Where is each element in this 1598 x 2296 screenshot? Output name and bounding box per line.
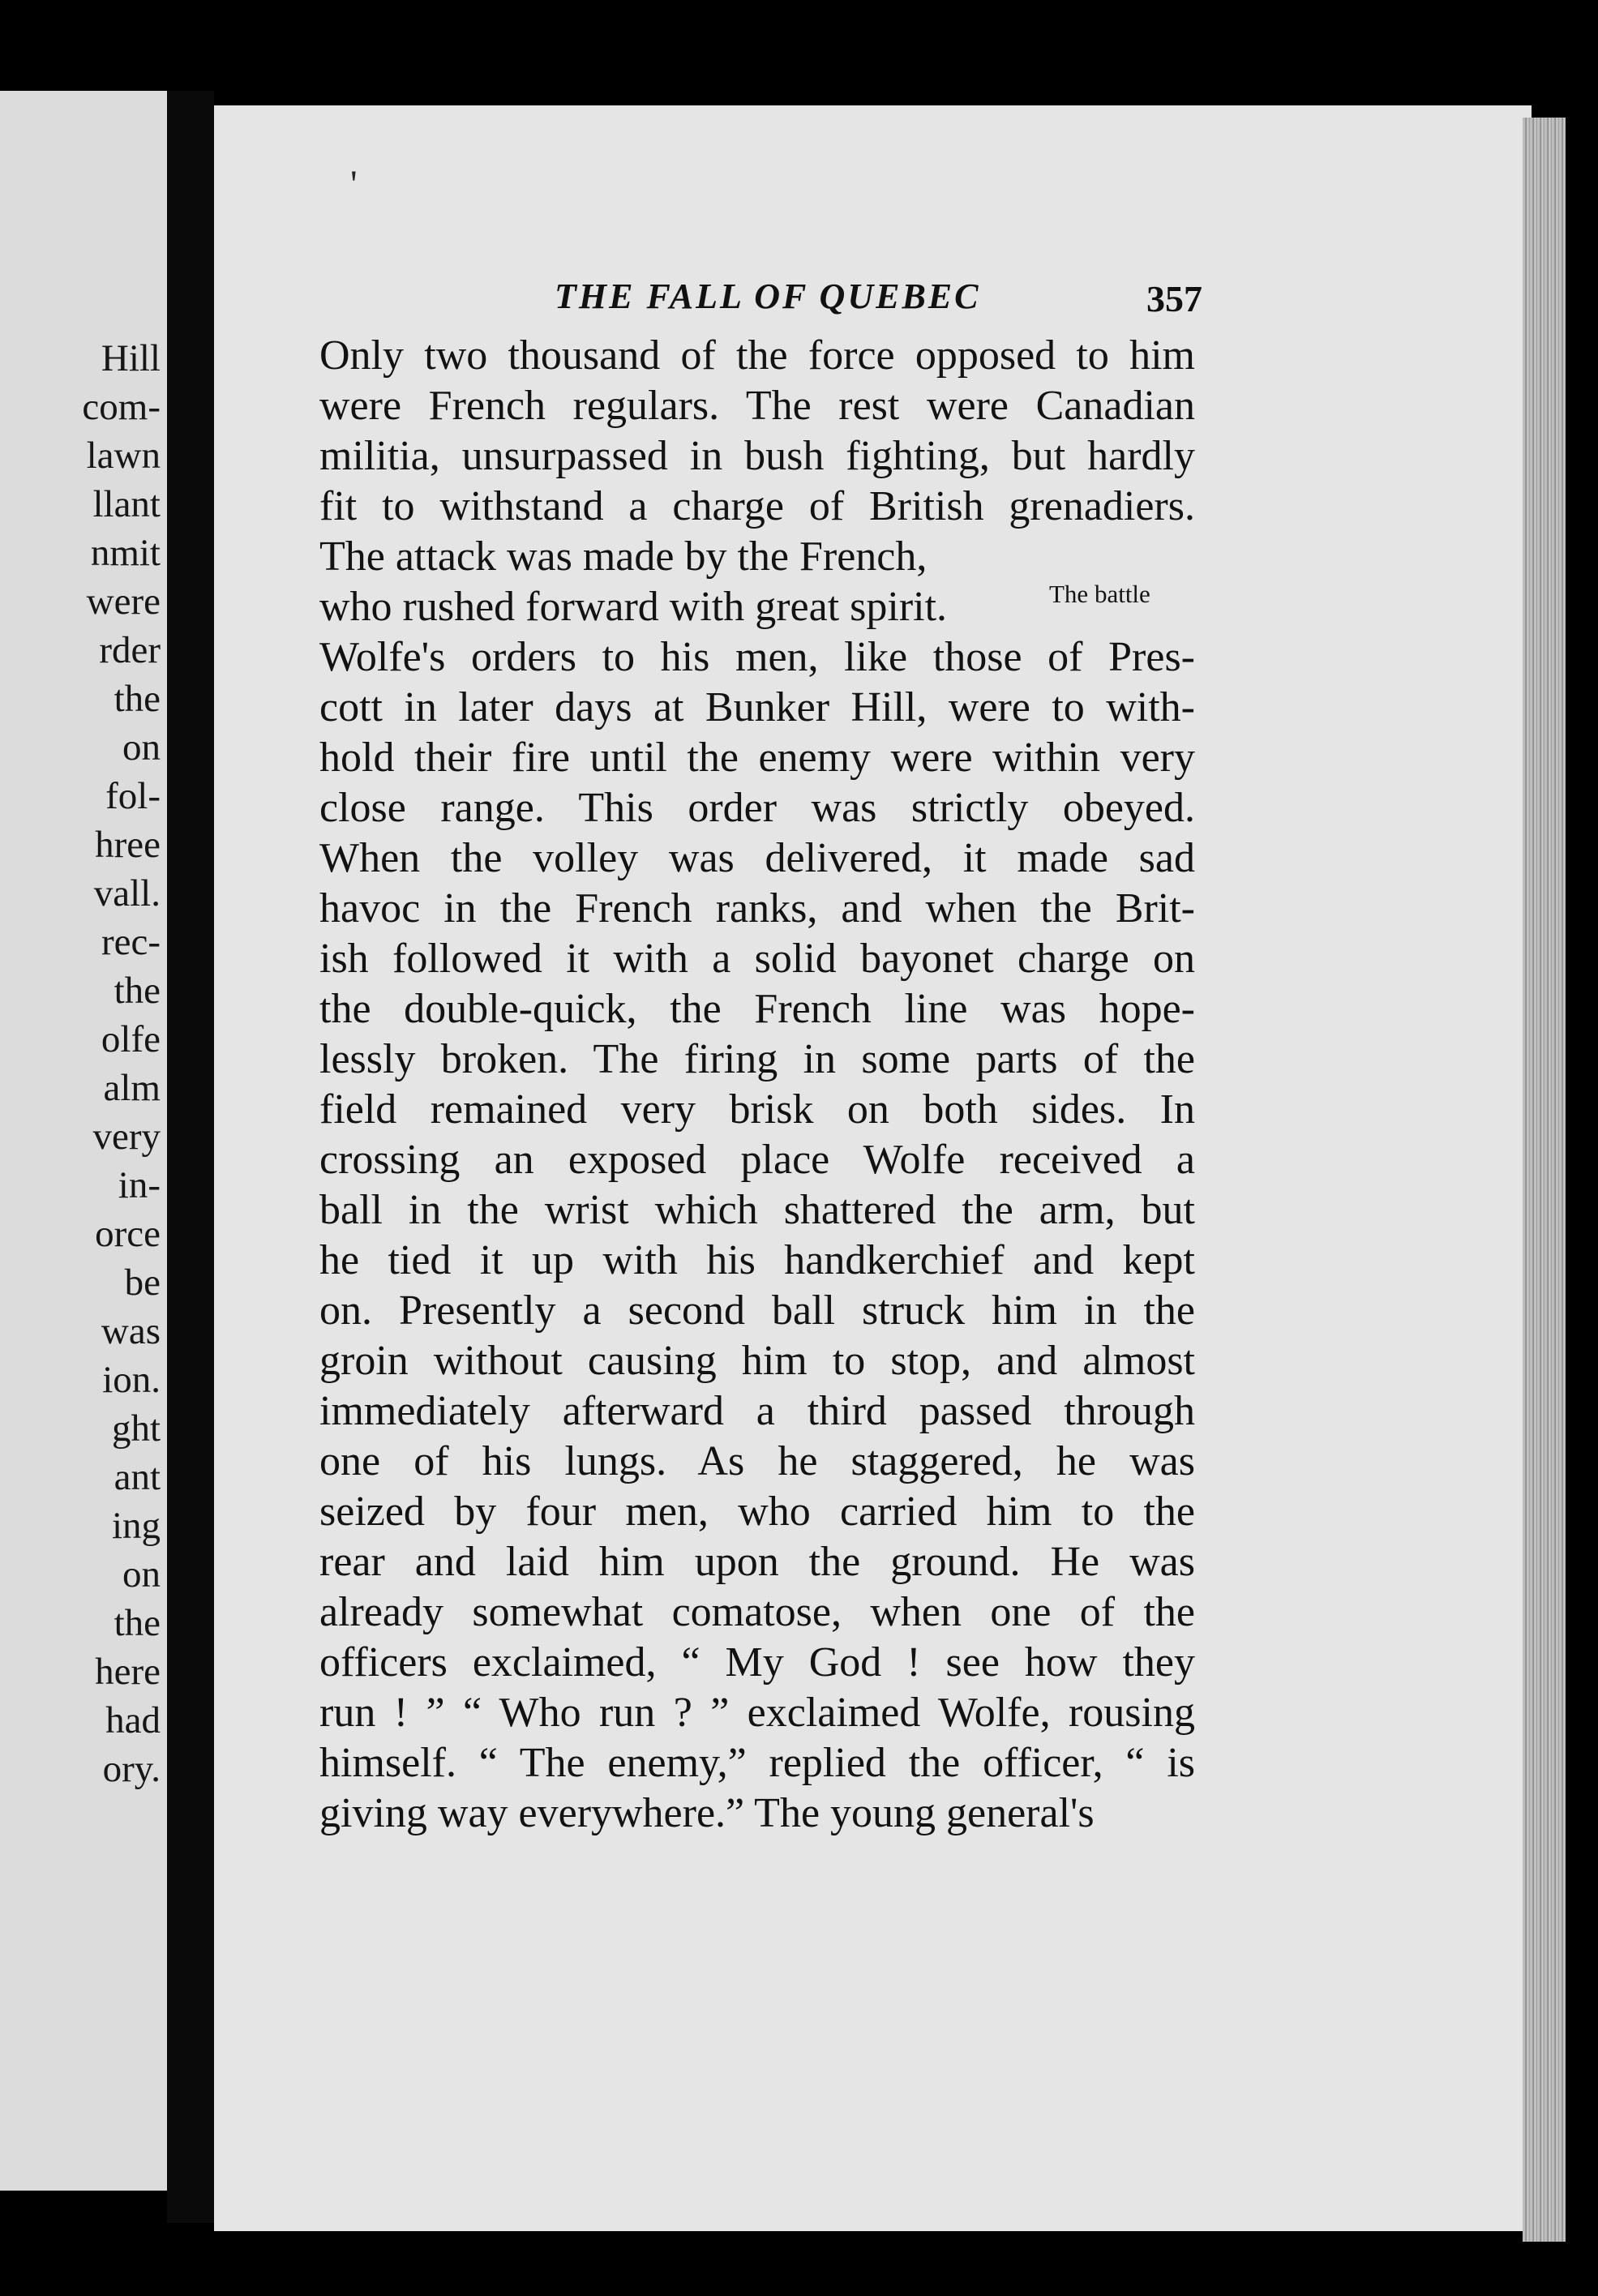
text-line: on. Presently a second ball struck him in the xyxy=(319,1287,1195,1334)
left-line-fragment: had xyxy=(105,1699,161,1741)
left-line-fragment: vall. xyxy=(93,872,161,915)
left-line-fragment: ght xyxy=(111,1407,161,1450)
page-stack-edge xyxy=(1523,118,1566,2242)
text-line: lessly broken. The firing in some parts of the xyxy=(319,1036,1195,1082)
text-line: giving way everywhere.” The young general's xyxy=(319,1790,1095,1836)
left-line-fragment: ion. xyxy=(102,1359,161,1401)
text-line: rear and laid him upon the ground. He was xyxy=(319,1539,1195,1585)
left-line-fragment: on xyxy=(122,1553,161,1596)
text-line: run ! ” “ Who run ? ” exclaimed Wolfe, rousing xyxy=(319,1690,1195,1736)
left-line-fragment: very xyxy=(92,1116,161,1158)
text-line: who rushed forward with great spirit. xyxy=(319,584,948,630)
page-mark: ' xyxy=(350,163,358,206)
text-line: field remained very brisk on both sides. In xyxy=(319,1086,1195,1133)
text-line: were French regulars. The rest were Canadian xyxy=(319,383,1195,429)
text-line: cott in later days at Bunker Hill, were to with- xyxy=(319,684,1195,730)
margin-note: The battle xyxy=(1049,580,1150,608)
text-line: immediately afterward a third passed through xyxy=(319,1388,1195,1434)
left-line-fragment: on xyxy=(122,726,161,769)
text-line: hold their fire until the enemy were within very xyxy=(319,735,1195,781)
left-line-fragment: was xyxy=(101,1310,161,1352)
left-line-fragment: be xyxy=(124,1262,161,1304)
text-line: already somewhat comatose, when one of the xyxy=(319,1589,1195,1635)
text-line: The attack was made by the French, xyxy=(319,533,928,580)
left-line-fragment: fol- xyxy=(105,775,161,817)
running-head: THE FALL OF QUEBEC xyxy=(555,276,981,316)
text-line: groin without causing him to stop, and almost xyxy=(319,1338,1195,1384)
right-page xyxy=(214,105,1532,2231)
text-line: Only two thousand of the force opposed to him xyxy=(319,332,1195,379)
page-number: 357 xyxy=(1146,278,1202,319)
left-line-fragment: in- xyxy=(118,1164,161,1206)
left-line-fragment: olfe xyxy=(101,1018,161,1060)
text-line: ish followed it with a solid bayonet charge on xyxy=(319,936,1195,982)
text-line: officers exclaimed, “ My God ! see how they xyxy=(319,1639,1195,1686)
left-line-fragment: the xyxy=(114,678,161,720)
left-line-fragment: ing xyxy=(111,1505,161,1547)
text-line: ball in the wrist which shattered the arm, but xyxy=(319,1187,1195,1233)
text-line: one of his lungs. As he staggered, he was xyxy=(319,1438,1195,1484)
left-line-fragment: rder xyxy=(99,629,161,671)
left-line-fragment: lawn xyxy=(86,435,161,477)
left-line-fragment: ory. xyxy=(102,1748,161,1790)
text-line: Wolfe's orders to his men, like those of Pres- xyxy=(319,634,1195,680)
text-line: seized by four men, who carried him to the xyxy=(319,1489,1195,1535)
text-line: When the volley was delivered, it made sad xyxy=(319,835,1195,881)
left-line-fragment: com- xyxy=(82,386,161,428)
left-line-fragment: were xyxy=(86,580,161,623)
body-text xyxy=(319,331,1195,1839)
left-line-fragment: nmit xyxy=(90,532,161,574)
text-line: close range. This order was strictly obeyed. xyxy=(319,785,1195,831)
text-line: the double-quick, the French line was hope- xyxy=(319,986,1195,1032)
left-line-fragment: the xyxy=(114,1602,161,1644)
left-line-fragment: orce xyxy=(95,1213,161,1255)
left-page xyxy=(0,91,167,2191)
left-line-fragment: alm xyxy=(103,1067,161,1109)
left-line-fragment: ant xyxy=(114,1456,161,1498)
text-line: crossing an exposed place Wolfe received a xyxy=(319,1137,1195,1183)
text-line: he tied it up with his handkerchief and kept xyxy=(319,1237,1195,1283)
text-line: fit to withstand a charge of British grenadiers. xyxy=(319,483,1195,529)
left-line-fragment: hree xyxy=(95,824,161,866)
left-line-fragment: the xyxy=(114,970,161,1012)
text-line: militia, unsurpassed in bush fighting, but hardly xyxy=(319,433,1195,479)
text-line: himself. “ The enemy,” replied the officer, “ is xyxy=(319,1740,1195,1786)
left-line-fragment: llant xyxy=(92,483,161,525)
book-gutter xyxy=(167,91,214,2223)
text-line: havoc in the French ranks, and when the Brit- xyxy=(319,885,1195,932)
left-line-fragment: here xyxy=(95,1651,161,1693)
left-line-fragment: rec- xyxy=(101,921,161,963)
left-line-fragment: Hill xyxy=(101,337,161,379)
